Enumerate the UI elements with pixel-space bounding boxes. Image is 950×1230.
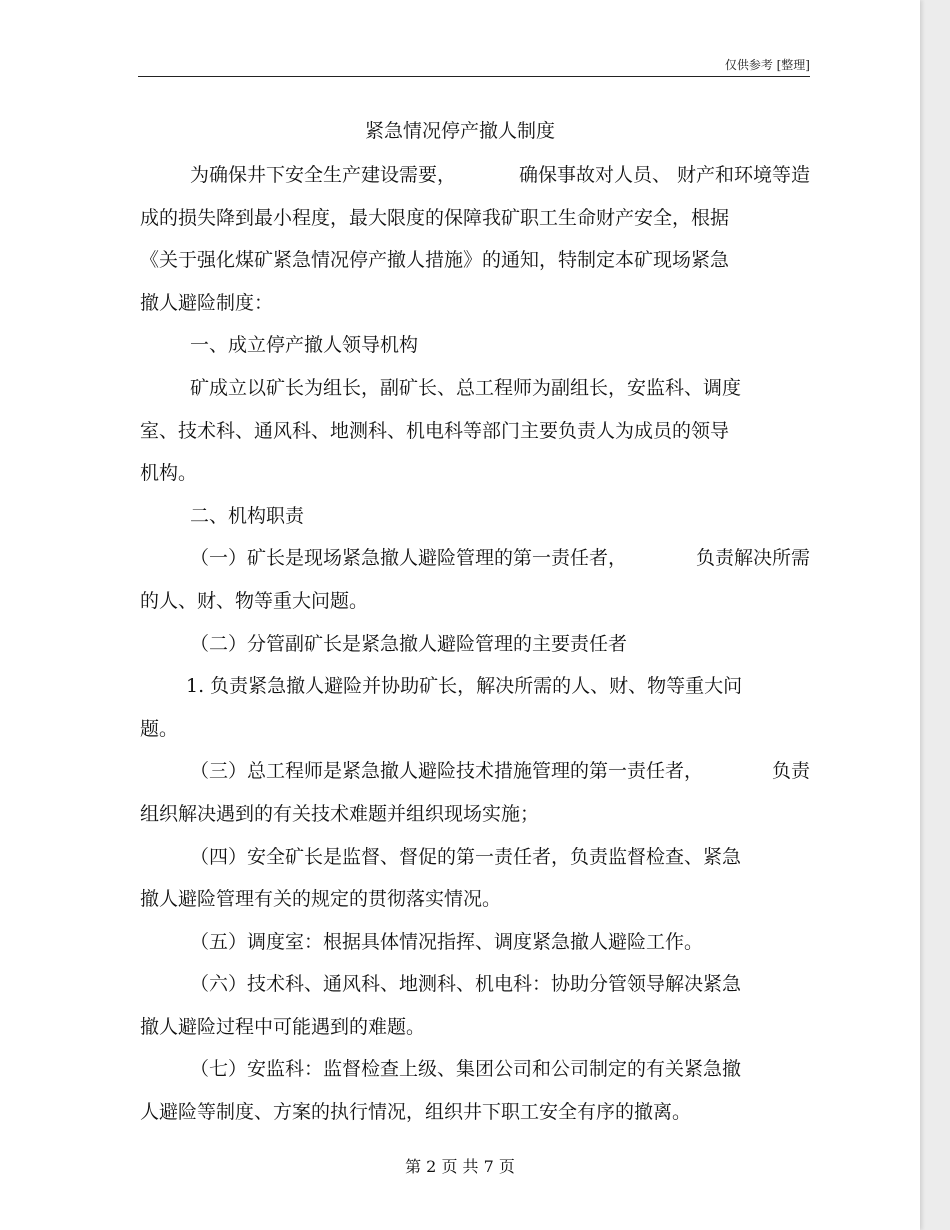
- body-line: （一）矿长是现场紧急撤人避险管理的第一责任者， 负责解决所需: [190, 547, 810, 570]
- body-line: 《关于强化煤矿紧急情况停产撤人措施》的通知，特制定本矿现场紧急: [140, 249, 730, 272]
- body-line: 撤人避险制度：: [140, 291, 274, 314]
- body-line: （四）安全矿长是监督、督促的第一责任者，负责监督检查、紧急: [190, 845, 742, 868]
- body-line: 为确保井下安全生产建设需要， 确保事故对人员、 财产和环境等造: [190, 164, 810, 186]
- body-line: 撤人避险过程中可能遇到的难题。: [140, 1015, 426, 1038]
- body-line: （六）技术科、通风科、地测科、机电科：协助分管领导解决紧急: [190, 973, 742, 996]
- body-line: 室、技术科、通风科、地测科、机电科等部门主要负责人为成员的领导: [140, 419, 730, 442]
- document-body: [140, 154, 810, 1134]
- section-heading: 二、机构职责: [190, 504, 305, 527]
- header-note: 仅供参考 [整理]: [724, 58, 810, 72]
- body-line: （二）分管副矿长是紧急撤人避险管理的主要责任者: [190, 632, 628, 655]
- body-line: 撤人避险管理有关的规定的贯彻落实情况。: [140, 888, 502, 911]
- body-line: 矿成立以矿长为组长，副矿长、总工程师为副组长，安监科、调度: [190, 376, 742, 399]
- body-line: 的人、财、物等重大问题。: [140, 589, 369, 612]
- body-line: （五）调度室：根据具体情况指挥、调度紧急撤人避险工作。: [190, 930, 704, 953]
- body-line: 题。: [140, 717, 179, 740]
- section-heading: 一、成立停产撤人领导机构: [190, 334, 419, 357]
- body-line: 人避险等制度、方案的执行情况，组织井下职工安全有序的撤离。: [140, 1101, 692, 1124]
- body-line: 1. 负责紧急撤人避险并协助矿长，解决所需的人、财、物等重大问: [186, 675, 743, 698]
- document-title: 紧急情况停产撤人制度: [364, 120, 555, 142]
- body-line: 组织解决遇到的有关技术难题并组织现场实施；: [140, 802, 540, 825]
- header-rule: [138, 76, 810, 77]
- body-line: 成的损失降到最小程度，最大限度的保障我矿职工生命财产安全，根据: [140, 206, 730, 229]
- body-line: （三）总工程师是紧急撤人避险技术措施管理的第一责任者， 负责: [190, 760, 810, 783]
- page-footer: 第 2 页 共 7 页: [405, 1157, 515, 1176]
- body-line: （七）安监科：监督检查上级、集团公司和公司制定的有关紧急撤: [190, 1058, 742, 1081]
- body-line: 机构。: [140, 462, 198, 485]
